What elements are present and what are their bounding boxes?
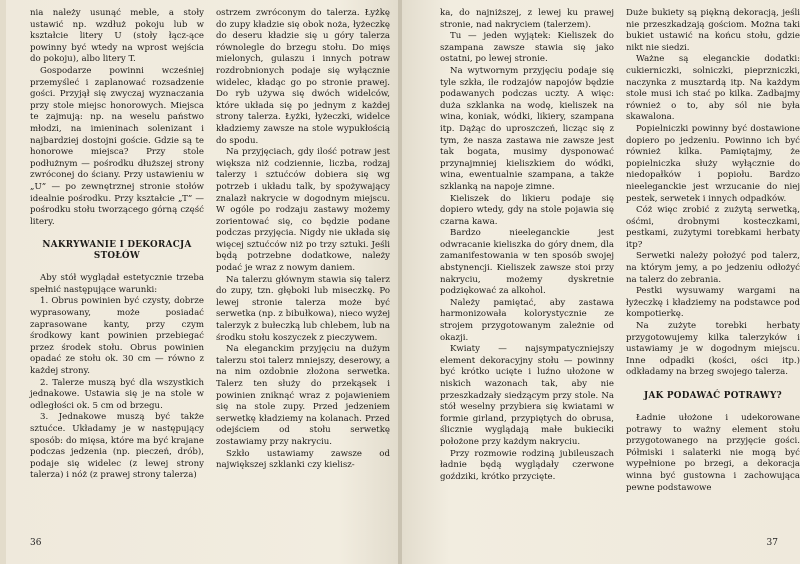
paragraph: Aby stół wyglądał estetycznie trzeba spełnić następujące warunki: — [30, 273, 204, 295]
paragraph: Szkło ustawiamy zawsze od największej szklanki czy kielisz- — [216, 448, 390, 471]
section-heading: JAK PODAWAĆ POTRAWY? — [643, 391, 783, 401]
paragraph: Na zużyte torebki herbaty przygotowujemy kilka talerzyków i ustawiamy je w dogodnym miejscu. Inne odpadki (kości, ości itp.) odkładamy na brzeg swojego talerza. — [626, 321, 800, 378]
paragraph: Cóż więc zrobić z zużytą serwetką, ośćmi, drobnymi kosteczkami, pestkami, zużytymi torebkami herbaty itp? — [626, 205, 800, 250]
paragraph: Tu — jeden wyjątek: Kieliszek do szampana zawsze stawia się jako ostatni, po lewej stronie. — [440, 31, 614, 65]
paragraph: ka, do najniższej, z lewej ku prawej stronie, nad nakryciem (talerzem). — [440, 8, 614, 30]
paragraph: nia należy usunąć meble, a stoły ustawić np. wzdłuż pokoju lub w kształcie litery U (stoły łącz-ące powinny być wtedy na wprost wejścia do pokoju), albo litery T. — [30, 8, 204, 65]
page-number: 37 — [766, 538, 778, 548]
paragraph: Kwiaty — najsympatyczniejszy element dekoracyjny stołu — powinny być krótko ucięte i luźno ułożone w niskich wazonach tak, aby nie przeszkadzały siedzącym przy stole. Na stół weselny przybiera się kwiatami w formie girland, przypiętych do obrusa, ślicznie wyglądają małe bukieciki położone przy każdym nakryciu. — [440, 344, 614, 447]
left-page — [0, 0, 398, 564]
paragraph: Na eleganckim przyjęciu na dużym talerzu stoi talerz mniejszy, deserowy, a na nim ozdobnie złożona serwetka. Talerz ten służy do przekąsek i powinien zniknąć wraz z pojawieniem się na stole zupy. Przed jedzeniem serwetkę kładziemy na kolanach. Przed odejściem od stołu serwetkę zostawiamy przy nakryciu. — [216, 344, 390, 447]
right-column-1 — [440, 8, 614, 483]
right-page — [402, 0, 800, 564]
spacer — [626, 405, 800, 413]
paragraph: 1. Obrus powinien być czysty, dobrze wyprasowany, może posiadać zaprasowane kanty, przy czym środkowy kant powinien przebiegać przez środek stołu. Obrus powinien opadać ze stołu ok. 30 cm — równo z każdej strony. — [30, 296, 204, 377]
paragraph: Gospodarze powinni wcześniej przemyśleć i zaplanować rozsadzenie gości. Przyjął się zwyczaj wyznaczania przy stole miejsc honorowych. Miejsca te zajmują: np. na weselu państwo młodzi, na imieninach solenizant i najbardziej dostojni goście. Gdzie są te honorowe miejsca? Przy stole podłużnym — pośrodku dłuższej strony zwróconej do ściany. Przy ustawieniu w „U” — po zewnętrznej stronie stołów idealnie pośrodku. Przy kształcie „T” — pośrodku stołu tworzącego górną część litery. — [30, 65, 204, 227]
spacer — [30, 228, 204, 236]
left-column-2 — [216, 8, 390, 472]
section-heading: NAKRYWANIE I DEKORACJA STOŁÓW — [42, 240, 192, 262]
page-number: 36 — [30, 538, 42, 548]
paragraph: Należy pamiętać, aby zastawa harmonizowała kolorystycznie ze strojem przygotowanym zależnie od okazji. — [440, 297, 614, 343]
paragraph: 2. Talerze muszą być dla wszystkich jednakowe. Ustawia się je na stole w odległości ok. 5 cm od brzegu. — [30, 377, 204, 411]
paragraph: ostrzem zwróconym do talerza. Łyżkę do zupy kładzie się obok noża, łyżeczkę do deseru kładzie się u góry talerza równolegle do brzegu stołu. Do mięs mielonych, gulaszu i innych potraw rozdrobnionych podaje się wyłącznie widelec, kładąc go po stronie prawej. Do ryb używa się dwóch widelców, które układa się po jednym z każdej strony talerza. Łyżki, łyżeczki, widelce kładziemy zawsze na stole wypukłością do spodu. — [216, 8, 390, 146]
page-edge — [0, 0, 6, 564]
paragraph: Na przyjęciach, gdy ilość potraw jest większa niż codziennie, liczba, rodzaj talerzy i sztućców dobiera się wg potrzeb i układu talk, by spożywający znalazł nakrycie w dogodnym miejscu. W ogóle po rodzaju zastawy możemy zorientować się, co będzie podane podczas przyjęcia. Nigdy nie układa się więcej sztućców niż po trzy sztuki. Jeśli będą potrzebne dodatkowe, należy podać je wraz z nowym daniem. — [216, 147, 390, 274]
paragraph: Ważne są eleganckie dodatki: cukierniczki, solniczki, pieprzniczki, naczynka z musztardą itp. Na każdym stole musi ich stać po kilka. Zadbajmy również o to, aby sól nie była skawalona. — [626, 54, 800, 123]
left-column-1 — [30, 8, 204, 482]
right-column-2 — [626, 8, 800, 494]
paragraph: Na talerzu głównym stawia się talerz do zupy, tzn. głęboki lub miseczkę. Po lewej stronie talerza może być serwetka (np. z bibułkowa), nieco wyżej talerzyk z bułeczką lub chlebem, lub na środku stołu koszyczek z pieczywem. — [216, 274, 390, 343]
spacer — [626, 379, 800, 387]
paragraph: Bardzo nieeleganckie jest odwracanie kieliszka do góry dnem, dla zamanifestowania w ten sposób swojej abstynencji. Kieliszek zawsze stoi przy nakryciu, możemy dyskretnie podziękować za alkohol. — [440, 228, 614, 297]
paragraph: Serwetki należy położyć pod talerz, na którym jemy, a po jedzeniu odłożyć na talerz do zebrania. — [626, 251, 800, 285]
paragraph: Kieliszek do likieru podaje się dopiero wtedy, gdy na stole pojawia się czarna kawa. — [440, 193, 614, 227]
paragraph: Duże bukiety są piękną dekoracją, jeśli nie przeszkadzają gościom. Można taki bukiet ustawić na końcu stołu, gdzie nikt nie siedzi. — [626, 8, 800, 53]
paragraph: Pestki wysuwamy wargami na łyżeczkę i kładziemy na podstawce pod kompotierkę. — [626, 286, 800, 320]
paragraph: Ładnie ułożone i udekorowane potrawy to ważny element stołu przygotowanego na przyjęcie gości. Półmiski i salaterki nie mogą być wypełnione po brzegi, a dekoracja winna być gustowna i zachowująca pewne podstawowe — [626, 413, 800, 493]
paragraph: Na wytwornym przyjęciu podaje się tyle szkła, ile rodzajów napojów będzie podawanych podczas uczty. A więc: duża szklanka na wodę, kieliszek na wina, koniak, wódki, likiery, szampana itp. Dążąc do uproszczeń, licząc się z tym, że nasza zastawa nie zawsze jest tak bogata, musimy dysponować przynajmniej kieliszkiem do wódki, wina, ewentualnie szampana, a także szklanką na napoje zimne. — [440, 65, 614, 192]
paragraph: 3. Jednakowe muszą być także sztućce. Układamy je w następujący sposób: do mięsa, które ma być krajane podczas jedzenia (np. pieczeń, drób), podaje się widelec (z lewej strony talerza) i nóż (z prawej strony talerza) — [30, 412, 204, 481]
paragraph: Przy rozmowie rodziną jubileuszach ładnie będą wyglądały czerwone goździki, krótko przycięte. — [440, 448, 614, 482]
paragraph: Popielniczki powinny być dostawione dopiero po jedzeniu. Powinno ich być również kilka. Pamiętajmy, że popielniczka służy wyłącznie do niedopałków i popiołu. Bardzo nieeleganckie jest wrzucanie do niej pestek, serwetek i innych odpadków. — [626, 123, 800, 204]
